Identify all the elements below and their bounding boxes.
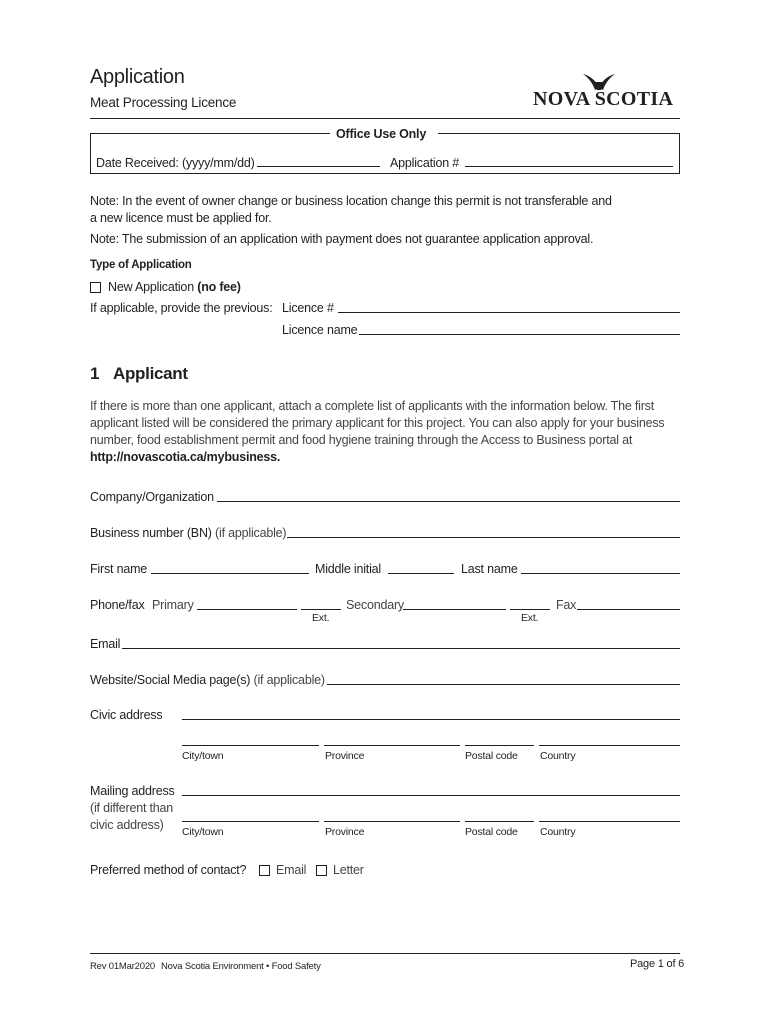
bn-hint: (if applicable) [215, 526, 287, 540]
secondary-label: Secondary [346, 598, 404, 612]
previous-label: If applicable, provide the previous: [90, 301, 273, 315]
phone-fax-label: Phone/fax [90, 598, 145, 612]
mailing-city-label: City/town [182, 826, 224, 838]
mailing-postal-field[interactable] [465, 821, 534, 822]
note-payment: Note: The submission of an application with payment does not guarantee application approval. [90, 232, 594, 246]
licence-number-field[interactable] [338, 312, 680, 313]
page-subtitle: Meat Processing Licence [90, 95, 237, 110]
new-application-label [108, 280, 241, 295]
website-field[interactable] [327, 684, 680, 685]
website-text: Website/Social Media page(s) [90, 673, 251, 687]
mailing-hint-line2: civic address) [90, 818, 164, 832]
last-name-field[interactable] [521, 573, 680, 574]
civic-postal-field[interactable] [465, 745, 534, 746]
secondary-phone-field[interactable] [403, 609, 506, 610]
fax-label: Fax [556, 598, 577, 612]
mailing-hint-line1: (if different than [90, 801, 174, 815]
bn-text: Business number (BN) [90, 526, 212, 540]
website-label [90, 673, 325, 688]
preferred-contact-label: Preferred method of contact? [90, 863, 247, 877]
office-box-top-right [438, 133, 680, 134]
company-field[interactable] [217, 501, 680, 502]
preferred-letter-label: Letter [333, 863, 364, 877]
primary-label: Primary [152, 598, 194, 612]
date-received-text: Date Received: [96, 156, 179, 170]
fax-field[interactable] [577, 609, 680, 610]
office-use-legend: Office Use Only [336, 127, 427, 141]
new-application-text: New Application [108, 280, 194, 294]
mailing-street-field[interactable] [182, 795, 680, 796]
mailing-city-field[interactable] [182, 821, 319, 822]
licence-number-label: Licence # [282, 301, 334, 315]
mailing-province-field[interactable] [324, 821, 460, 822]
email-label: Email [90, 637, 121, 651]
office-box-top-left [90, 133, 330, 134]
first-name-label: First name [90, 562, 148, 576]
logo-wordmark: NOVA SCOTIA [533, 88, 674, 110]
footer-rule [90, 953, 680, 954]
mailing-province-label: Province [325, 826, 365, 838]
primary-ext-label: Ext. [312, 612, 330, 624]
secondary-ext-label: Ext. [521, 612, 539, 624]
mailing-address-label: Mailing address [90, 784, 175, 798]
preferred-email-checkbox[interactable] [259, 865, 270, 876]
nova-scotia-logo [533, 70, 679, 110]
website-hint: (if applicable) [253, 673, 325, 687]
intro-line3: number, food establishment permit and food hygiene training through the Access to Business portal at [90, 433, 633, 447]
section-number: 1 [90, 364, 100, 383]
date-received-field[interactable] [257, 166, 380, 167]
new-application-checkbox[interactable] [90, 282, 101, 293]
email-field[interactable] [122, 648, 680, 649]
note-transfer-line1: Note: In the event of owner change or business location change this permit is not transferable and [90, 194, 612, 208]
licence-name-field[interactable] [359, 334, 680, 335]
mailing-country-label: Country [540, 826, 576, 838]
mailing-postal-label: Postal code [465, 826, 518, 838]
civic-address-label: Civic address [90, 708, 163, 722]
civic-city-label: City/town [182, 750, 224, 762]
page-title: Application [90, 66, 185, 88]
preferred-letter-checkbox[interactable] [316, 865, 327, 876]
civic-province-field[interactable] [324, 745, 460, 746]
application-number-label: Application # [390, 156, 459, 170]
new-application-fee: (no fee) [197, 280, 241, 294]
section-title: Applicant [113, 364, 188, 383]
civic-postal-label: Postal code [465, 750, 518, 762]
page-number: Page 1 of 6 [630, 958, 685, 970]
note-transfer-line2: a new licence must be applied for. [90, 211, 272, 225]
first-name-field[interactable] [151, 573, 309, 574]
civic-country-label: Country [540, 750, 576, 762]
date-received-label [96, 156, 255, 171]
intro-line2: applicant listed will be considered the primary applicant for this project. You can also apply for your business [90, 416, 665, 430]
date-received-hint: (yyyy/mm/dd) [181, 156, 255, 170]
bn-field[interactable] [287, 537, 680, 538]
middle-initial-field[interactable] [388, 573, 454, 574]
type-of-application-heading: Type of Application [90, 259, 192, 271]
last-name-label: Last name [461, 562, 518, 576]
bn-label [90, 526, 286, 541]
primary-phone-field[interactable] [197, 609, 297, 610]
footer-rev: Rev 01Mar2020 [90, 961, 155, 972]
civic-city-field[interactable] [182, 745, 319, 746]
intro-line1: If there is more than one applicant, attach a complete list of applicants with the information below. The first [90, 399, 654, 413]
middle-initial-label: Middle initial [315, 562, 381, 576]
footer-department: Nova Scotia Environment • Food Safety [161, 961, 321, 972]
preferred-email-label: Email [276, 863, 307, 877]
header-rule [90, 118, 680, 119]
civic-province-label: Province [325, 750, 365, 762]
civic-country-field[interactable] [539, 745, 680, 746]
application-number-field[interactable] [465, 166, 673, 167]
mailing-country-field[interactable] [539, 821, 680, 822]
secondary-ext-field[interactable] [510, 609, 550, 610]
civic-street-field[interactable] [182, 719, 680, 720]
mybusiness-link[interactable]: http://novascotia.ca/mybusiness. [90, 450, 281, 464]
licence-name-label: Licence name [282, 323, 358, 337]
company-label: Company/Organization [90, 490, 214, 504]
primary-ext-field[interactable] [301, 609, 341, 610]
